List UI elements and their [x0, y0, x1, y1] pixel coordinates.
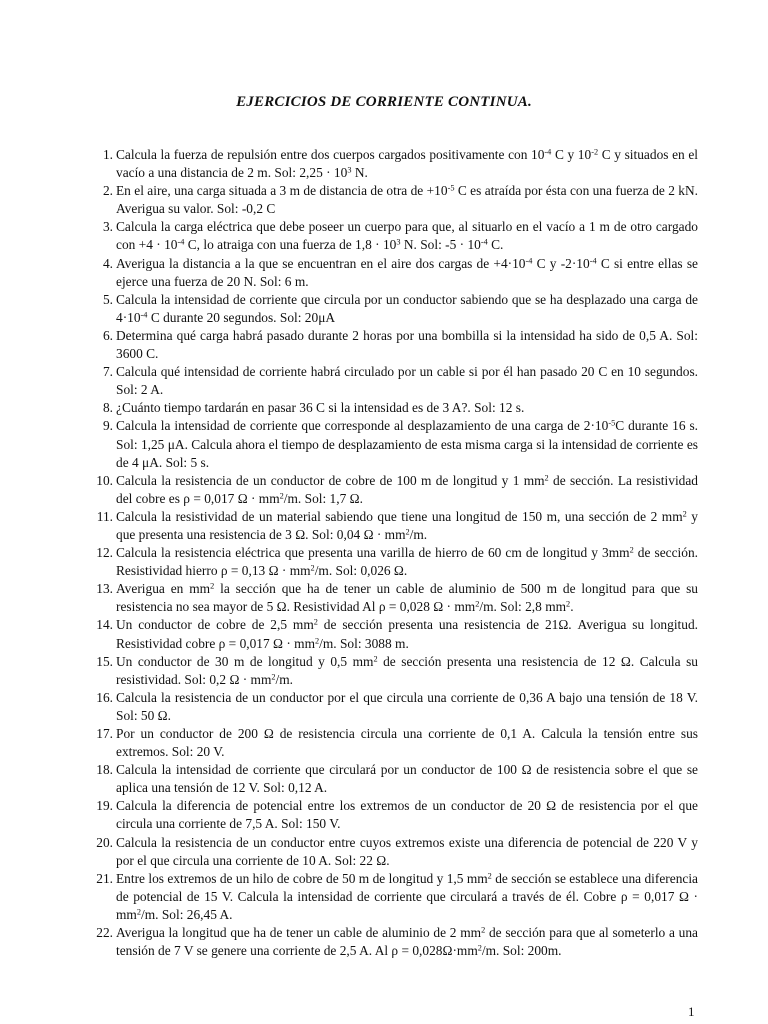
exercise-item: [86, 544, 698, 580]
exercise-item: [86, 761, 698, 797]
exercise-item: [86, 924, 698, 960]
exercise-item: [86, 218, 698, 254]
exercise-text: Un conductor de 30 m de longitud y 0,5 $mm^2$ de sección presenta una resistencia de 12 Ω. Calcula su resistividad. Sol: 0,2 $\Omega \cdot mm^2/m$.: [116, 653, 699, 687]
exercise-list: [86, 146, 698, 960]
exercise-item: [86, 291, 698, 327]
exercise-item: [86, 327, 698, 363]
exercise-number: 21.: [96, 870, 113, 886]
exercise-number: 18.: [96, 762, 113, 778]
exercise-text: Calcula qué intensidad de corriente habrá circulado por un cable si por él han pasado 20 C en 10 segundos. Sol: 2 A.: [116, 364, 698, 398]
exercise-number: 4.: [102, 255, 113, 271]
exercise-item: [86, 834, 698, 870]
exercise-number: 12.: [96, 545, 113, 561]
exercise-item: [86, 255, 698, 291]
exercise-item: [86, 472, 698, 508]
exercise-number: 14.: [96, 617, 113, 633]
exercise-item: [86, 146, 698, 182]
exercise-item: [86, 616, 698, 652]
page-title: EJERCICIOS DE CORRIENTE CONTINUA.: [236, 94, 532, 110]
exercise-text: En el aire, una carga situada a 3 m de distancia de otra de $+10^{-5}$ C es atraída por ésta con una fuerza de 2 kN. Averigua su valor. Sol: -0,2 C: [116, 183, 698, 217]
exercise-text: Calcula la diferencia de potencial entre los extremos de un conductor de 20 Ω de resistencia por el que circula una corriente de 7,5 A. Sol: 150 V.: [116, 798, 698, 832]
exercise-number: 7.: [102, 364, 113, 380]
exercise-text: Un conductor de cobre de 2,5 $mm^2$ de sección presenta una resistencia de 21Ω. Averigua su longitud. Resistividad cobre ρ = 0,017 $\Omega \cdot mm^2/m$. Sol: 3088 m.: [116, 617, 698, 651]
exercise-number: 15.: [96, 653, 113, 669]
exercise-item: [86, 182, 698, 218]
exercise-item: [86, 689, 698, 725]
exercise-number: 6.: [102, 327, 113, 343]
exercise-text: Averigua la longitud que ha de tener un cable de aluminio de 2 $mm^2$ de sección para que al someterlo a una tensión de 7 V se genere una corriente de 2,5 A. Al $\rho = 0,028\Omega\cdot mm^2/m$. Sol: 200m.: [116, 925, 698, 959]
exercise-number: 5.: [102, 291, 113, 307]
exercise-text: Calcula la resistencia eléctrica que presenta una varilla de hierro de 60 cm de longitud y $3mm^2$ de sección. Resistividad hierro ρ = 0,13 $\Omega \cdot mm^2/m$. Sol: 0,026 Ω.: [116, 545, 699, 579]
exercise-text: Calcula la intensidad de corriente que corresponde al desplazamiento de una carga de $2\cdot 10^{-5}C$ durante 16 s. Sol: 1,25 μA. Calcula ahora el tiempo de desplazamiento de esta misma carga si la intensidad de corriente es de 4 μA. Sol: 5 s.: [116, 418, 699, 470]
exercise-number: 8.: [102, 400, 113, 416]
exercise-number: 2.: [102, 183, 113, 199]
exercise-item: [86, 797, 698, 833]
exercise-text: Por un conductor de 200 Ω de resistencia circula una corriente de 0,1 A. Calcula la tensión entre sus extremos. Sol: 20 V.: [116, 726, 698, 760]
exercise-text: Calcula la resistencia de un conductor entre cuyos extremos existe una diferencia de potencial de 220 V y por el que circula una corriente de 10 A. Sol: 22 Ω.: [116, 834, 698, 868]
exercise-text: Calcula la fuerza de repulsión entre dos cuerpos cargados positivamente con $10^{-4}$ C y $10^{-2}$ C y situados en el vacío a una distancia de 2 m. Sol: $2,25 \cdot 10^3$ N.: [116, 147, 699, 181]
exercise-text: Calcula la intensidad de corriente que circulará por un conductor de 100 Ω de resistencia sobre el que se aplica una tensión de 12 V. Sol: 0,12 A.: [116, 762, 698, 796]
exercise-number: 13.: [96, 581, 113, 597]
exercise-number: 3.: [102, 219, 113, 235]
exercise-number: 10.: [96, 472, 113, 488]
exercise-text: Calcula la resistividad de un material sabiendo que tiene una longitud de 150 m, una sección de 2 $mm^2$ y que presenta una resistencia de 3 Ω. Sol: 0,04 $\Omega \cdot mm^2/m$.: [116, 508, 698, 542]
exercise-number: 16.: [96, 689, 113, 705]
exercise-text: Calcula la intensidad de corriente que circula por un conductor sabiendo que se ha desplazado una carga de $4\cdot 10^{-4}$ C durante 20 segundos. Sol: 20μA: [116, 291, 698, 325]
exercise-number: 19.: [96, 798, 113, 814]
exercise-item: [86, 508, 698, 544]
exercise-text: Calcula la resistencia de un conductor por el que circula una corriente de 0,36 A bajo una tensión de 18 V. Sol: 50 Ω.: [116, 689, 698, 723]
exercise-item: [86, 399, 698, 417]
exercise-text: Averigua la distancia a la que se encuentran en el aire dos cargas de $+4\cdot 10^{-4}$ C y $-2\cdot 10^{-4}$ C si entre ellas se ejerce una fuerza de 20 N. Sol: 6 m.: [116, 255, 698, 289]
exercise-item: [86, 417, 698, 471]
exercise-number: 1.: [102, 147, 113, 162]
exercise-item: [86, 363, 698, 399]
exercise-number: 11.: [96, 508, 113, 524]
exercise-text: Determina qué carga habrá pasado durante 2 horas por una bombilla si la intensidad ha sido de 0,5 A. Sol: 3600 C.: [116, 327, 698, 362]
exercise-number: 20.: [96, 834, 113, 850]
exercise-text: Calcula la resistencia de un conductor de cobre de 100 m de longitud y 1 $mm^2$ de sección. La resistividad del cobre es ρ = 0,017 $\Omega \cdot mm^2/m$. Sol: 1,7 Ω.: [116, 472, 699, 506]
exercise-text: ¿Cuánto tiempo tardarán en pasar 36 C si la intensidad es de 3 A?. Sol: 12 s.: [116, 400, 525, 416]
exercise-number: 9.: [102, 418, 113, 434]
page-number: 1: [688, 1004, 695, 1019]
exercise-text: Entre los extremos de un hilo de cobre de 50 m de longitud y 1,5 $mm^2$ de sección se establece una diferencia de potencial de 15 V. Calcula la intensidad de corriente que circulará a través de él. Cobre ρ = 0,017 $\Omega \cdot mm^2/m$. Sol: 26,45 A.: [116, 870, 698, 922]
exercise-item: [86, 653, 698, 689]
exercise-text: Calcula la carga eléctrica que debe poseer un cuerpo para que, al situarlo en el vacío a 1 m de otro cargado con $+4 \cdot 10^{-4}$ C, lo atraiga con una fuerza de $1,8 \cdot 10^3$ N. Sol: $-5 \cdot 10^{-4}$ C.: [116, 219, 698, 253]
exercise-item: [86, 580, 698, 616]
exercise-item: [86, 870, 698, 924]
exercise-text: Averigua en $mm^2$ la sección que ha de tener un cable de aluminio de 500 m de longitud para que su resistencia no sea mayor de 5 Ω. Resistividad Al ρ = 0,028 $\Omega \cdot mm^2/m$. Sol: 2,8 $mm^2$.: [116, 581, 698, 615]
exercise-item: [86, 725, 698, 761]
exercise-number: 22.: [96, 925, 113, 941]
exercise-number: 17.: [96, 726, 113, 741]
